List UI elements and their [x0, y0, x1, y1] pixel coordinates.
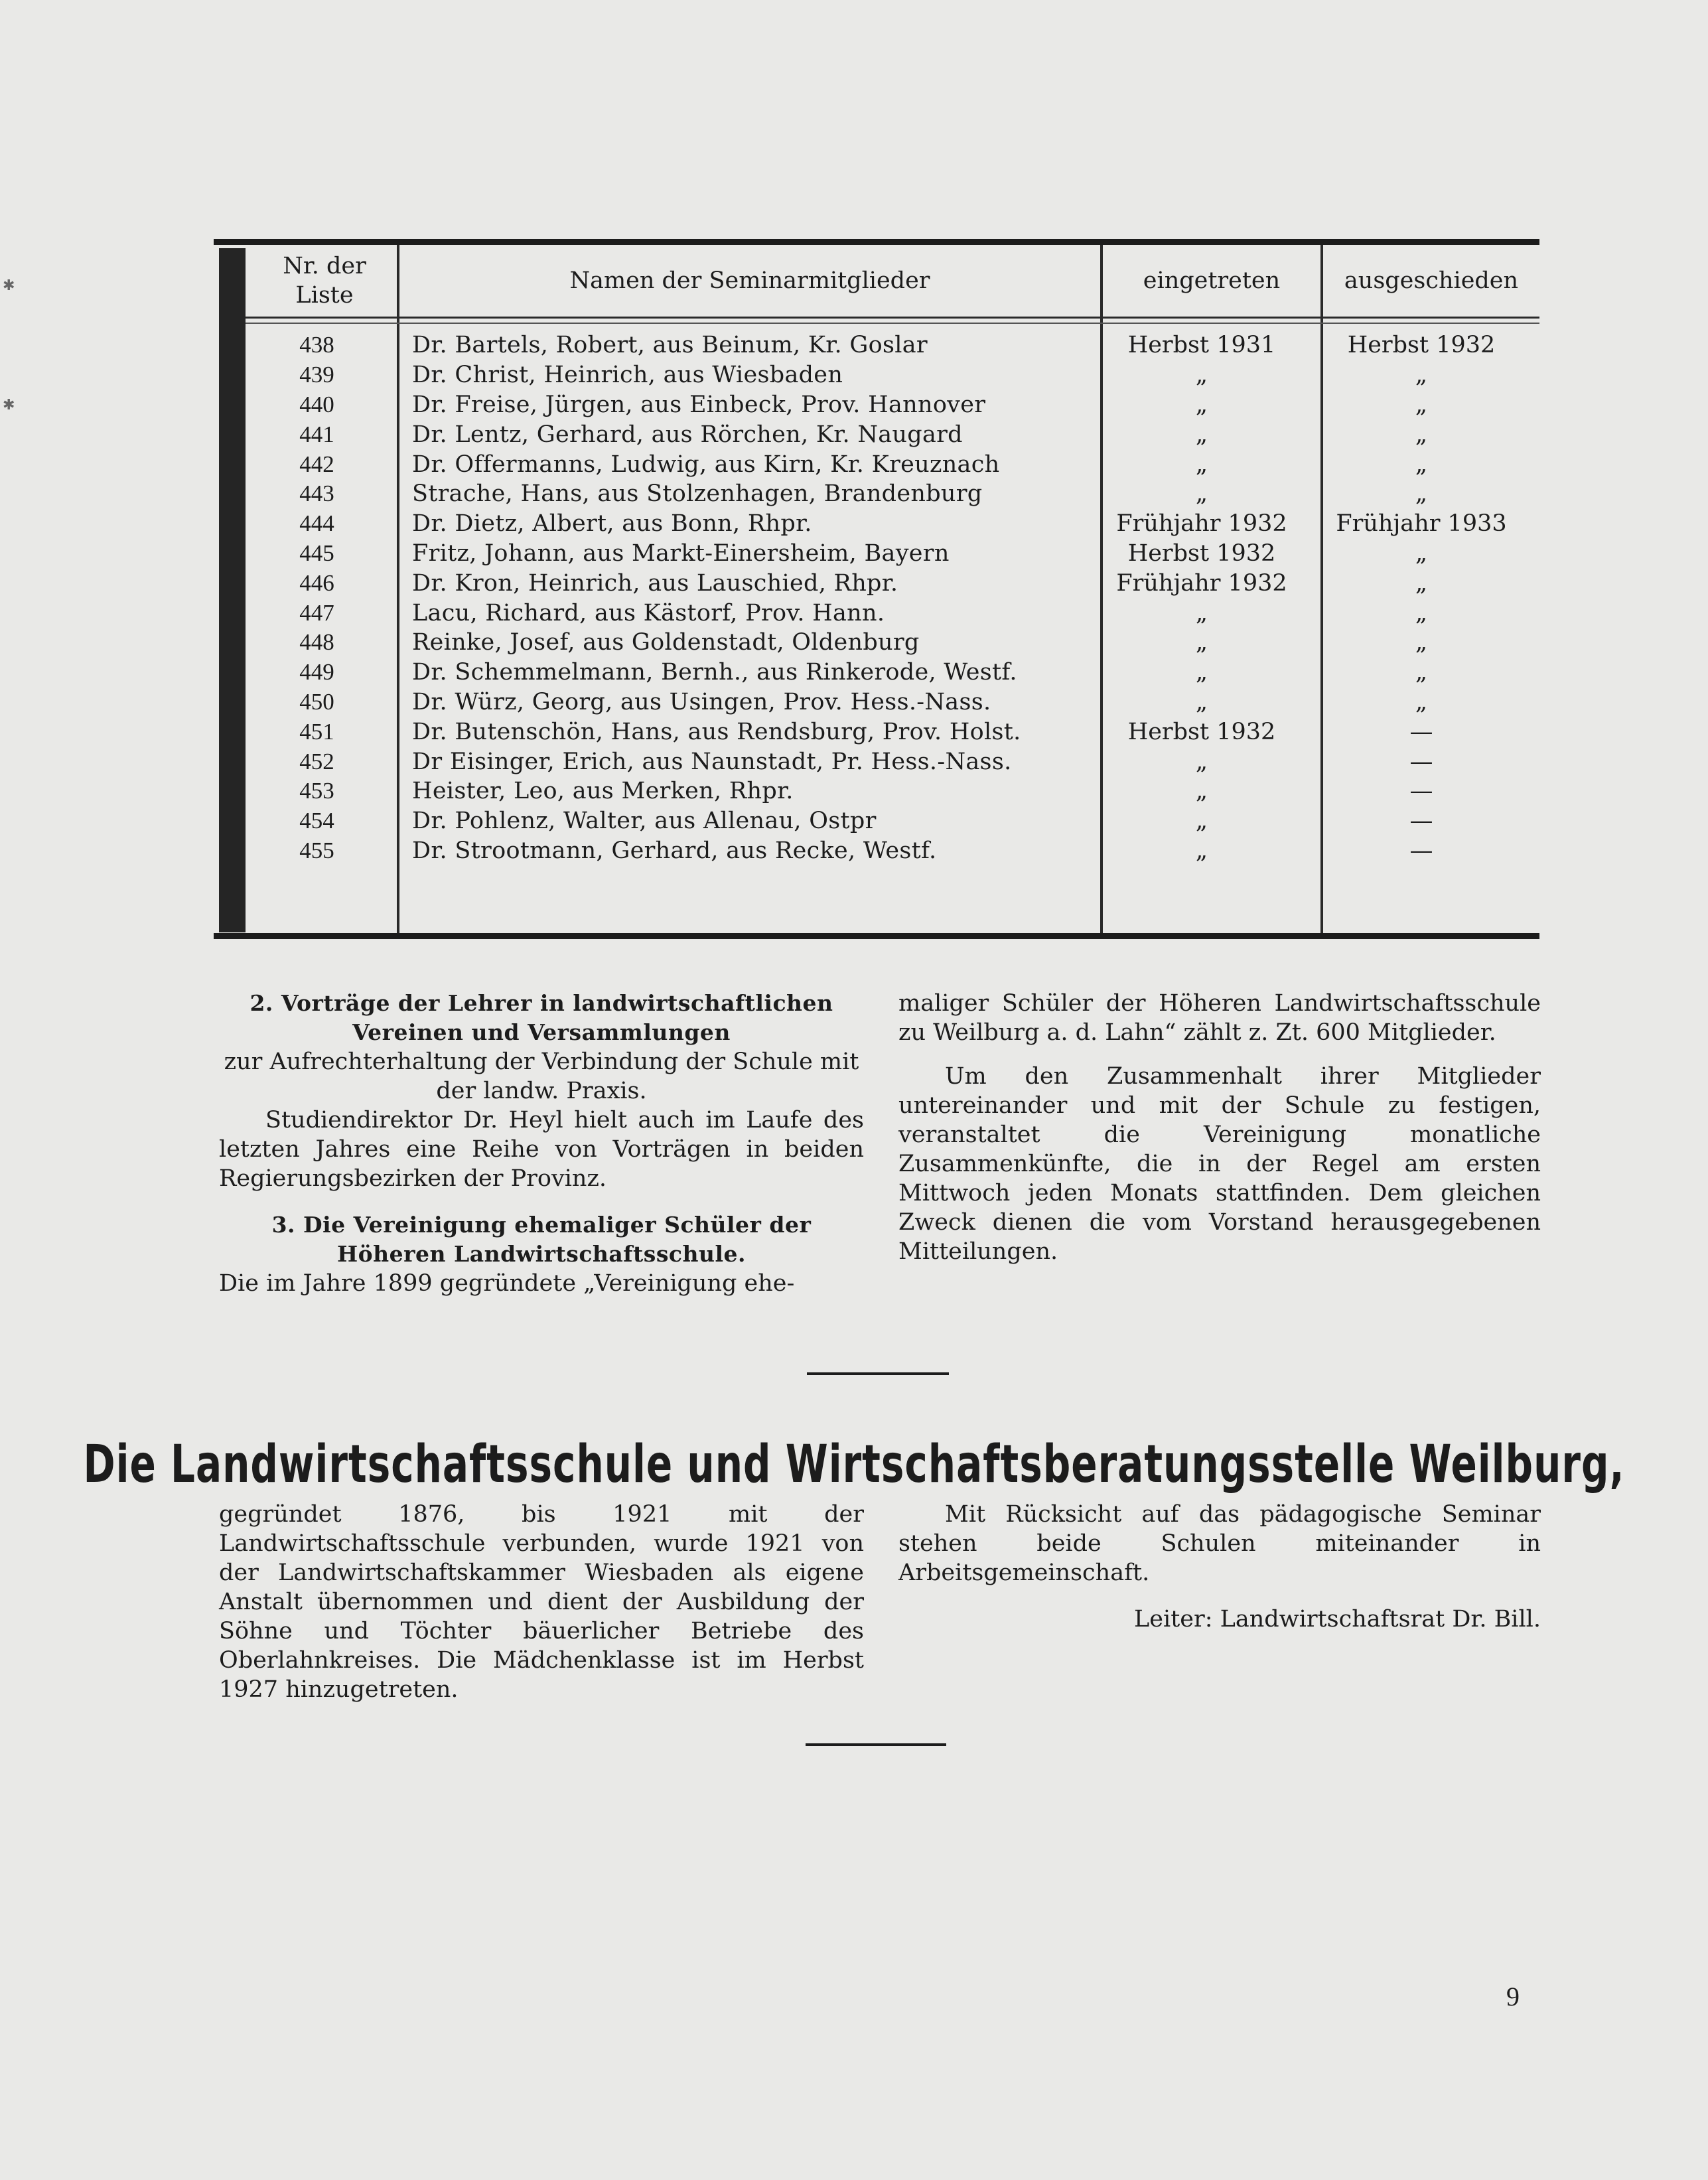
cell-ausgeschieden: — — [1409, 808, 1433, 835]
cell-nr: 443 — [299, 480, 334, 507]
table-body — [246, 330, 1539, 865]
cell-eingetreten: „ — [1195, 778, 1208, 805]
school-title: Die Landwirtschaftsschule und Wirtschaftsberatungsstelle Weilburg, — [83, 1433, 1625, 1494]
cell-eingetreten: Frühjahr 1932 — [1116, 510, 1287, 538]
table-row — [246, 539, 1539, 569]
cell-nr: 442 — [299, 451, 334, 477]
cell-eingetreten: „ — [1195, 599, 1208, 626]
separator-rule — [807, 1372, 949, 1375]
school-leiter: Leiter: Landwirtschaftsrat Dr. Bill. — [1134, 1606, 1541, 1633]
cell-name: Dr. Schemmelmann, Bernh., aus Rinkerode, Westf. — [412, 659, 1017, 686]
cell-ausgeschieden: Herbst 1932 — [1347, 332, 1496, 359]
cell-eingetreten: „ — [1195, 808, 1208, 835]
cell-name: Heister, Leo, aus Merken, Rhpr. — [412, 778, 794, 805]
section3-body-start: Die im Jahre 1899 gegründete „Vereinigung ehe- — [219, 1270, 795, 1297]
cell-eingetreten: Herbst 1932 — [1127, 718, 1276, 745]
school-left-text: gegründet 1876, bis 1921 mit der Landwirtschaftsschule verbunden, wurde 1921 von der Landwirtschaftskammer Wiesbaden als eigene Anstalt übernommen und dient der Ausbildung der Söhne und Töchter bäuerlicher Betriebe des Oberlahnkreises. Die Mädchenklasse ist im Herbst 1927 hinzugetreten. — [219, 1501, 864, 1703]
section2-heading: 2. Vorträge der Lehrer in landwirtschaftlichen Vereinen und Versammlungen — [249, 990, 833, 1045]
cell-nr: 454 — [299, 808, 334, 834]
member-table — [214, 239, 1539, 939]
cell-ausgeschieden: — — [1409, 778, 1433, 805]
cell-ausgeschieden: „ — [1415, 480, 1428, 508]
cell-nr: 445 — [299, 540, 334, 566]
cell-name: Dr. Würz, Georg, aus Usingen, Prov. Hess.-Nass. — [412, 688, 991, 715]
table-row — [246, 747, 1539, 776]
cell-eingetreten: „ — [1195, 748, 1208, 775]
section3-heading: 3. Die Vereinigung ehemaliger Schüler der Höheren Landwirtschaftsschule. — [271, 1212, 812, 1267]
cell-ausgeschieden: — — [1409, 748, 1433, 775]
cell-nr: 448 — [299, 629, 334, 656]
cell-eingetreten: „ — [1195, 688, 1208, 715]
cell-nr: 440 — [299, 391, 334, 417]
cell-ausgeschieden: „ — [1415, 659, 1428, 686]
header-name: Namen der Seminarmitglieder — [569, 267, 930, 294]
cell-eingetreten: „ — [1195, 391, 1208, 418]
cell-eingetreten: Frühjahr 1932 — [1116, 569, 1287, 597]
cell-nr: 455 — [299, 837, 334, 863]
cell-name: Dr. Bartels, Robert, aus Beinum, Kr. Goslar — [412, 332, 928, 359]
table-row — [246, 628, 1539, 658]
table-row — [246, 509, 1539, 539]
table-row — [246, 390, 1539, 420]
table-row — [246, 658, 1539, 688]
cell-ausgeschieden: „ — [1415, 362, 1428, 389]
cell-nr: 451 — [299, 718, 334, 745]
edge-mark-icon: ✱ — [3, 277, 15, 294]
cell-eingetreten: „ — [1195, 837, 1208, 864]
section2-body: Studiendirektor Dr. Heyl hielt auch im Laufe des letzten Jahres eine Reihe von Vorträgen in beiden Regierungsbezirken der Provinz. — [219, 1107, 864, 1192]
cell-name: Dr. Kron, Heinrich, aus Lauschied, Rhpr. — [412, 569, 898, 597]
cell-name: Dr. Freise, Jürgen, aus Einbeck, Prov. Hannover — [412, 391, 986, 418]
cell-eingetreten: „ — [1195, 362, 1208, 389]
table-row — [246, 360, 1539, 390]
cell-eingetreten: Herbst 1932 — [1127, 540, 1276, 567]
cell-eingetreten: „ — [1195, 421, 1208, 448]
table-row — [246, 836, 1539, 866]
cell-name: Dr. Dietz, Albert, aus Bonn, Rhpr. — [412, 510, 812, 538]
cell-ausgeschieden: — — [1409, 837, 1433, 864]
table-row — [246, 449, 1539, 479]
cell-nr: 438 — [299, 332, 334, 358]
header-rule-thin — [246, 323, 1539, 324]
header-ausgeschieden: ausgeschieden — [1344, 267, 1519, 294]
cell-eingetreten: „ — [1195, 659, 1208, 686]
cell-nr: 446 — [299, 569, 334, 596]
cell-ausgeschieden: „ — [1415, 540, 1428, 567]
cell-name: Dr Eisinger, Erich, aus Naunstadt, Pr. Hess.-Nass. — [412, 748, 1012, 775]
cell-name: Fritz, Johann, aus Markt-Einersheim, Bayern — [412, 540, 950, 567]
separator-rule — [806, 1743, 946, 1746]
cell-eingetreten: „ — [1195, 629, 1208, 656]
cell-ausgeschieden: „ — [1415, 599, 1428, 626]
cell-name: Dr. Pohlenz, Walter, aus Allenau, Ostpr — [412, 808, 877, 835]
table-left-band — [219, 248, 246, 932]
cell-name: Reinke, Josef, aus Goldenstadt, Oldenburg — [412, 629, 920, 656]
edge-mark-icon: ✱ — [3, 397, 15, 413]
table-row — [246, 419, 1539, 449]
table-row — [246, 776, 1539, 806]
cell-name: Dr. Offermanns, Ludwig, aus Kirn, Kr. Kreuznach — [412, 451, 1000, 478]
cell-nr: 452 — [299, 748, 334, 774]
cell-name: Strache, Hans, aus Stolzenhagen, Brandenburg — [412, 480, 983, 508]
cell-nr: 441 — [299, 421, 334, 447]
table-row — [246, 568, 1539, 598]
section2-lead: zur Aufrechterhaltung der Verbindung der Schule mit der landw. Praxis. — [224, 1049, 859, 1104]
cell-ausgeschieden: — — [1409, 718, 1433, 745]
cell-ausgeschieden: „ — [1415, 451, 1428, 478]
cell-ausgeschieden: „ — [1415, 421, 1428, 448]
cell-eingetreten: „ — [1195, 480, 1208, 508]
school-right-text: Mit Rücksicht auf das pädagogische Seminar stehen beide Schulen miteinander in Arbeitsgemeinschaft. — [898, 1501, 1541, 1586]
section3-body-cont: maliger Schüler der Höheren Landwirtschaftsschule zu Weilburg a. d. Lahn“ zählt z. Zt. 600 Mitglieder. — [898, 990, 1541, 1046]
table-row — [246, 717, 1539, 747]
right-column-sections — [898, 989, 1541, 1266]
header-nr: Nr. der Liste — [283, 253, 366, 309]
table-row — [246, 806, 1539, 836]
school-left-column — [219, 1500, 864, 1704]
cell-eingetreten: „ — [1195, 451, 1208, 478]
cell-name: Lacu, Richard, aus Kästorf, Prov. Hann. — [412, 599, 885, 626]
header-rule — [246, 317, 1539, 319]
section3-body2: Um den Zusammenhalt ihrer Mitglieder untereinander und mit der Schule zu festigen, veranstaltet die Vereinigung monatliche Zusammenkünfte, die in der Regel am ersten Mittwoch jeden Monats stattfinden. Dem gleichen Zweck dienen die vom Vorstand herausgegebenen Mitteilungen. — [898, 1063, 1541, 1265]
cell-nr: 447 — [299, 599, 334, 626]
cell-ausgeschieden: „ — [1415, 391, 1428, 418]
cell-name: Dr. Lentz, Gerhard, aus Rörchen, Kr. Naugard — [412, 421, 963, 448]
table-top-rule — [214, 239, 1539, 245]
cell-name: Dr. Butenschön, Hans, aus Rendsburg, Prov. Holst. — [412, 718, 1021, 745]
school-right-column — [898, 1500, 1541, 1634]
table-row — [246, 479, 1539, 509]
cell-nr: 450 — [299, 688, 334, 715]
cell-nr: 444 — [299, 510, 334, 537]
cell-name: Dr. Christ, Heinrich, aus Wiesbaden — [412, 362, 843, 389]
table-row — [246, 688, 1539, 717]
cell-nr: 449 — [299, 659, 334, 686]
cell-ausgeschieden: „ — [1415, 688, 1428, 715]
cell-name: Dr. Strootmann, Gerhard, aus Recke, Westf. — [412, 837, 937, 864]
cell-eingetreten: Herbst 1931 — [1127, 332, 1276, 359]
header-eingetreten: eingetreten — [1143, 267, 1281, 294]
table-row — [246, 330, 1539, 360]
page-number: 9 — [1506, 1982, 1520, 2011]
cell-ausgeschieden: Frühjahr 1933 — [1336, 510, 1507, 538]
cell-ausgeschieden: „ — [1415, 629, 1428, 656]
cell-ausgeschieden: „ — [1415, 569, 1428, 597]
table-row — [246, 598, 1539, 628]
left-column-sections — [219, 989, 864, 1298]
table-bottom-rule — [214, 933, 1539, 939]
cell-nr: 453 — [299, 778, 334, 804]
cell-nr: 439 — [299, 362, 334, 388]
